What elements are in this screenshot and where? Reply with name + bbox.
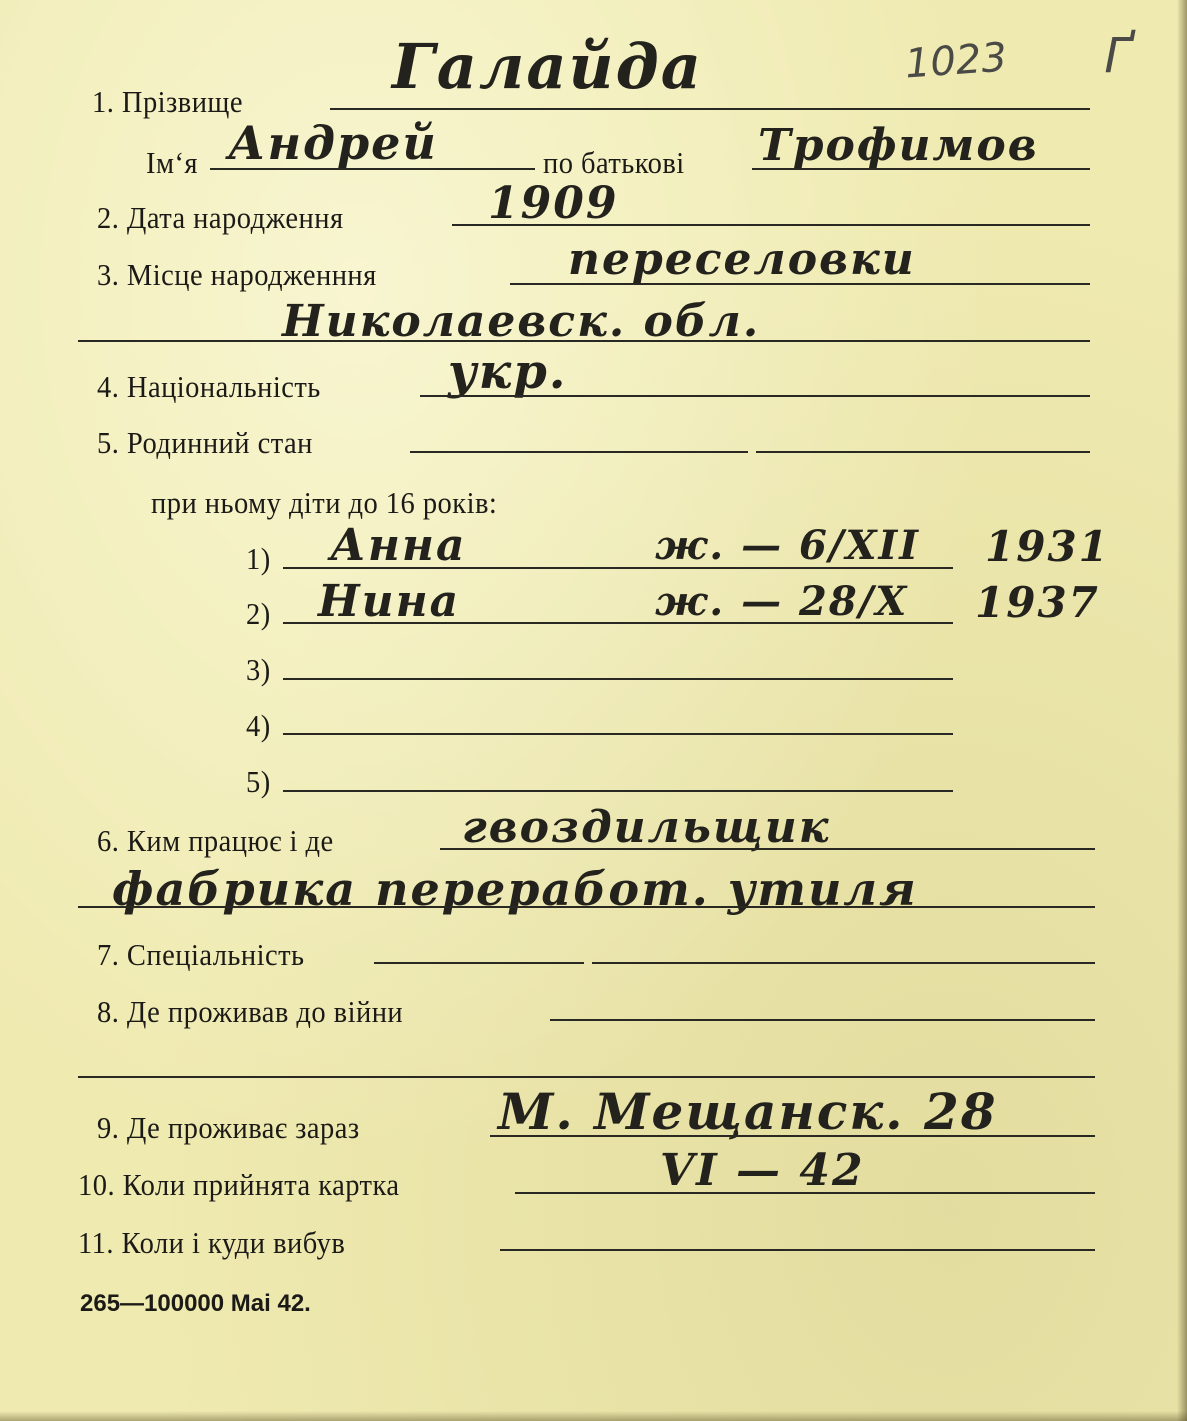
current-line (490, 1135, 1095, 1137)
child-num-1: 1) (246, 541, 271, 576)
nationality-value: укр. (448, 344, 568, 400)
work-line-2 (78, 906, 1095, 908)
accepted-label: 10. Коли прийнята картка (78, 1167, 400, 1202)
name-label: Ім‘я (146, 145, 199, 180)
surname-line (330, 108, 1090, 110)
child-1-name: Анна (330, 520, 467, 571)
child-num-2: 2) (246, 596, 271, 631)
card-edge-bottom (0, 1411, 1187, 1421)
patronymic-value: Трофимов (758, 120, 1039, 171)
child-2-note: ж. — 28/X (655, 578, 909, 625)
current-label: 9. Де проживає зараз (97, 1110, 360, 1145)
child-line-4 (283, 733, 953, 735)
birthplace-line-1 (510, 283, 1090, 285)
birthplace-label: 3. Місце народженння (97, 257, 377, 292)
patronymic-line (752, 168, 1090, 170)
birthdate-label: 2. Дата народження (97, 200, 344, 235)
card-edge-right (1177, 0, 1187, 1421)
specialty-label: 7. Спеціальність (97, 937, 305, 972)
specialty-line-a (374, 962, 584, 964)
pencil-mark: Ґ (1105, 28, 1135, 84)
birthdate-value: 1909 (488, 178, 619, 229)
nationality-line (420, 395, 1090, 397)
archive-number: 1023 (903, 34, 1009, 88)
marital-line-b (756, 451, 1090, 453)
work-line-1 (440, 848, 1095, 850)
prewar-line-1 (550, 1019, 1095, 1021)
birthplace-value-2: Николаевск. обл. (282, 296, 761, 347)
birthplace-value-1: переселовки (568, 234, 916, 285)
child-num-4: 4) (246, 708, 271, 743)
child-1-year: 1931 (985, 522, 1110, 571)
child-num-3: 3) (246, 652, 271, 687)
work-value-1: гвоздильщик (462, 802, 831, 853)
child-1-note: ж. — 6/XII (655, 522, 920, 569)
child-line-5 (283, 790, 953, 792)
birthdate-line (452, 224, 1090, 226)
child-num-5: 5) (246, 764, 271, 799)
prewar-line-2 (78, 1076, 1095, 1078)
work-label: 6. Ким працює і де (97, 823, 334, 858)
name-line (210, 168, 535, 170)
departed-line (500, 1249, 1095, 1251)
nationality-label: 4. Національність (97, 369, 321, 404)
work-value-2: фабрика переработ. утиля (112, 862, 918, 916)
child-2-name: Нина (318, 576, 461, 627)
child-2-year: 1937 (975, 578, 1100, 627)
child-line-2 (283, 622, 953, 624)
current-value: М. Мещанск. 28 (498, 1082, 998, 1141)
child-line-1 (283, 567, 953, 569)
departed-label: 11. Коли і куди вибув (78, 1225, 346, 1260)
birthplace-line-2 (78, 340, 1090, 342)
prewar-label: 8. Де проживав до війни (97, 994, 404, 1029)
specialty-line-b (592, 962, 1095, 964)
accepted-value: VI — 42 (660, 1145, 865, 1196)
name-value: Андрей (228, 116, 438, 170)
marital-line-a (410, 451, 748, 453)
marital-label: 5. Родинний стан (97, 425, 313, 460)
print-code: 265—100000 Mai 42. (80, 1290, 311, 1317)
accepted-line (515, 1192, 1095, 1194)
patronymic-label: по батькові (543, 145, 685, 180)
child-line-3 (283, 678, 953, 680)
surname-value: Галайда (392, 30, 703, 103)
children-label: при ньому діти до 16 років: (151, 485, 498, 520)
surname-label: 1. Прізвище (92, 84, 243, 119)
